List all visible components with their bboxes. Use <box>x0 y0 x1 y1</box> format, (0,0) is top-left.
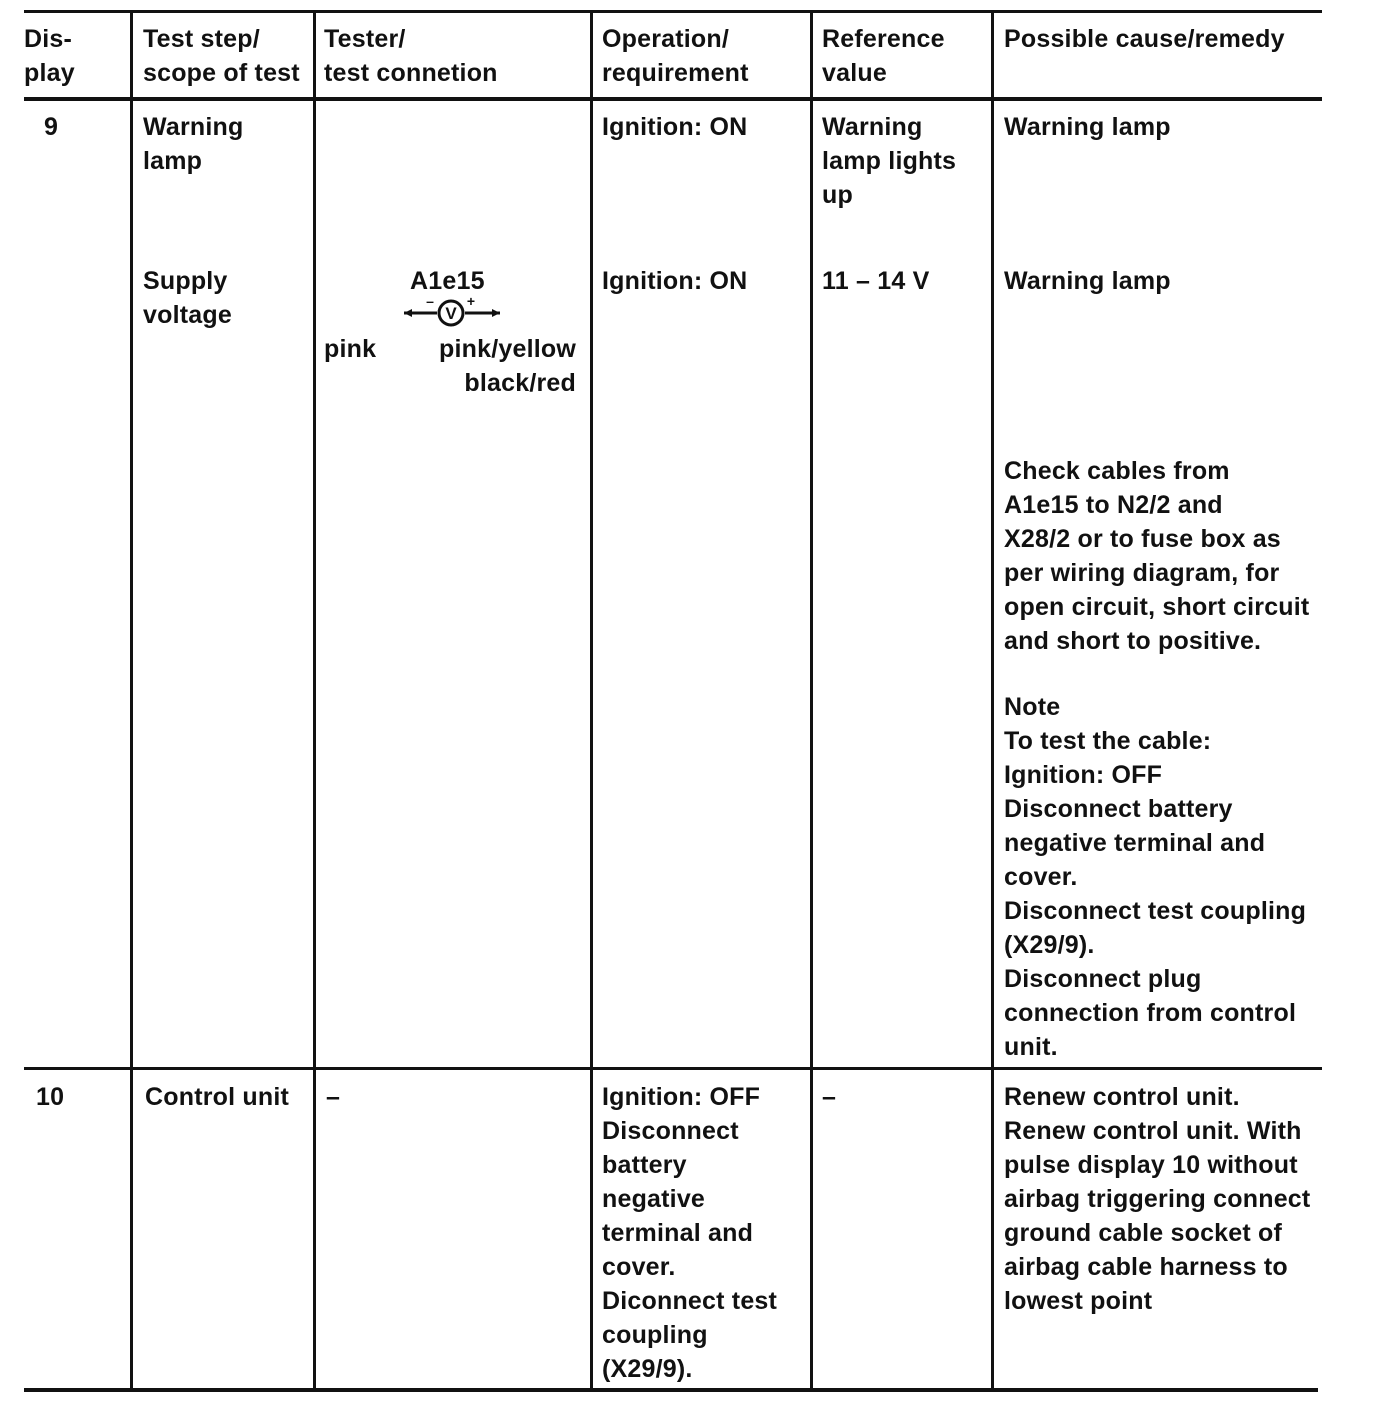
row-10-step: Control unit <box>145 1083 290 1111</box>
voltmeter-minus: – <box>426 297 434 309</box>
table-top-rule <box>24 10 1322 13</box>
tester-component-label: A1e15 <box>410 267 485 295</box>
row-9-note-title: Note <box>1004 693 1061 721</box>
column-divider-4 <box>810 10 813 1390</box>
row-9-note-text: To test the cable: Ignition: OFF Disconnect battery negative terminal and cover. Disconnect test coupling (X29/9). Disconnect plug connection from control unit. <box>1004 727 1307 1061</box>
row-9-operation-1: Ignition: ON <box>602 113 748 141</box>
row-10-tester: – <box>326 1083 341 1111</box>
column-divider-1 <box>130 10 133 1390</box>
row-10-display: 10 <box>36 1083 65 1111</box>
row-10-operation: Ignition: OFF Disconnect battery negative terminal and cover. Diconnect test coupling (X29/9). <box>602 1083 778 1383</box>
row-divider-rule <box>24 1067 1322 1070</box>
row-10-reference: – <box>822 1083 837 1111</box>
header-operation: Operation/ requirement <box>602 25 749 87</box>
header-test-step: Test step/ scope of test <box>143 25 300 87</box>
column-divider-2 <box>313 10 316 1390</box>
voltmeter-symbol <box>402 297 502 327</box>
row-9-operation-2: Ignition: ON <box>602 267 748 295</box>
table-bottom-rule <box>24 1388 1318 1392</box>
tester-wire-pink-yellow: pink/yellow black/red <box>439 335 576 397</box>
row-9-reference-1: Warning lamp lights up <box>822 113 957 209</box>
column-divider-3 <box>590 10 593 1390</box>
row-10-cause: Renew control unit. Renew control unit. With pulse display 10 without airbag triggering connect ground cable socket of airbag cable harness to lowest point <box>1004 1083 1311 1315</box>
column-divider-5 <box>991 10 994 1390</box>
row-9-step-warning-lamp: Warning lamp <box>143 113 244 175</box>
row-9-cause-check-cables: Check cables from A1e15 to N2/2 and X28/2 or to fuse box as per wiring diagram, for open circuit, short circuit and short to positive. <box>1004 457 1310 655</box>
header-cause: Possible cause/remedy <box>1004 25 1285 53</box>
header-display: Dis- play <box>24 25 75 87</box>
voltmeter-plus: + <box>466 297 476 309</box>
header-bottom-rule <box>24 97 1322 101</box>
header-tester: Tester/ test connetion <box>324 25 498 87</box>
row-9-cause-2: Warning lamp <box>1004 267 1171 295</box>
row-9-reference-2: 11 – 14 V <box>822 267 930 295</box>
header-reference: Reference value <box>822 25 945 87</box>
row-9-cause-1: Warning lamp <box>1004 113 1171 141</box>
row-9-display: 9 <box>44 113 59 141</box>
voltmeter-letter: V <box>445 304 457 323</box>
row-9-step-supply-voltage: Supply voltage <box>143 267 232 329</box>
tester-wire-pink: pink <box>324 335 377 363</box>
